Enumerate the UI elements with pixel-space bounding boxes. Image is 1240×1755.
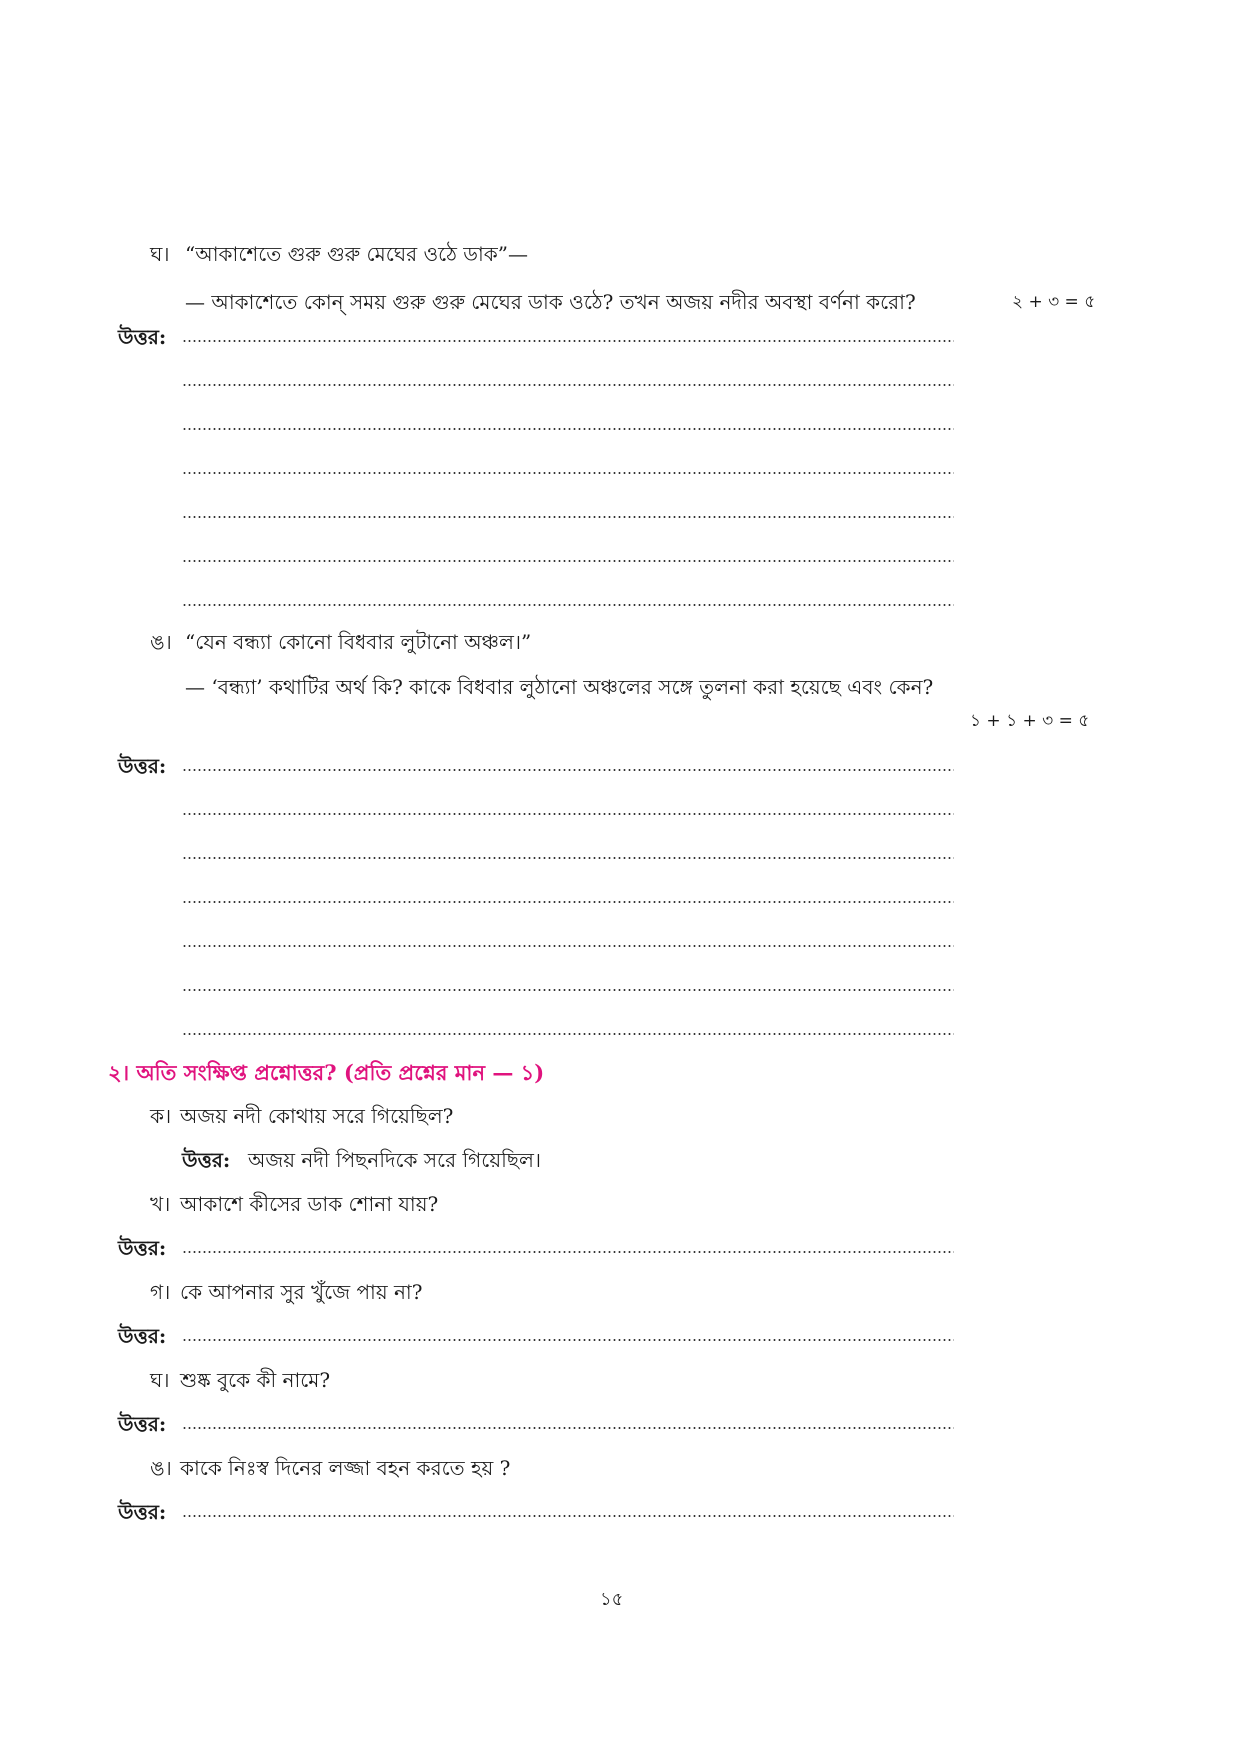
question-text: আকাশে কীসের ডাক শোনা যায়? [180,1192,439,1216]
question-text: অজয় নদী কোথায় সরে গিয়েছিল? [180,1104,454,1128]
answer-line [182,1339,954,1341]
question-quote-gha: “আকাশেতে গুরু গুরু মেঘের ওঠে ডাক”— [185,242,529,266]
question-label: গ। [150,1280,171,1304]
page-number: ১৫ [600,1589,624,1610]
answer-label: উত্তর: [118,1412,167,1436]
answer-line [182,1515,954,1517]
answer-line [182,384,954,386]
answer-line [182,604,954,606]
answer-label: উত্তর: [118,1236,167,1260]
marks-umo: ১ + ১ + ৩ = ৫ [970,711,1090,731]
answer-label: উত্তর: [182,1148,231,1172]
answer-label: উত্তর: [118,1324,167,1348]
answer-line [182,516,954,518]
answer-label: উত্তর: [118,1500,167,1524]
question-text: কে আপনার সুর খুঁজে পায় না? [180,1280,423,1304]
answer-line [182,428,954,430]
answer-line [182,989,954,991]
answer-line [182,857,954,859]
question-text-gha: — আকাশেতে কোন্ সময় গুরু গুরু মেঘের ডাক ওঠে? তখন অজয় নদীর অবস্থা বর্ণনা করো? [185,290,916,314]
question-text: কাকে নিঃস্ব দিনের লজ্জা বহন করতে হয় ? [180,1456,511,1480]
question-label: ঙ। [150,1456,172,1480]
answer-line [182,472,954,474]
answer-label: উত্তর: [118,325,167,349]
answer-line [182,1033,954,1035]
question-label-gha: ঘ। [150,242,170,266]
question-label: খ। [150,1192,171,1216]
answer-line [182,340,954,342]
question-text-umo: — ‘বন্ধ্যা’ কথাটির অর্থ কি? কাকে বিধবার লুঠানো অঞ্চলের সঙ্গে তুলনা করা হয়েছে এবং কেন? [185,675,934,699]
answer-line [182,1251,954,1253]
answer-line [182,1427,954,1429]
answer-line [182,901,954,903]
answer-line [182,945,954,947]
question-label: ক। [150,1104,172,1128]
answer-text: অজয় নদী পিছনদিকে সরে গিয়েছিল। [248,1148,541,1172]
question-text: শুষ্ক বুকে কী নামে? [180,1368,331,1392]
question-label: ঘ। [150,1368,170,1392]
question-label-umo: ঙ। [150,630,172,654]
answer-line [182,769,954,771]
answer-line [182,813,954,815]
question-quote-umo: “যেন বন্ধ্যা কোনো বিধবার লুটানো অঞ্চল।” [185,630,532,654]
marks-gha: ২ + ৩ = ৫ [1012,292,1096,312]
answer-line [182,560,954,562]
answer-label: উত্তর: [118,754,167,778]
section-heading: ২। অতি সংক্ষিপ্ত প্রশ্নোত্তর? (প্রতি প্রশ্নের মান — ১) [108,1060,545,1085]
